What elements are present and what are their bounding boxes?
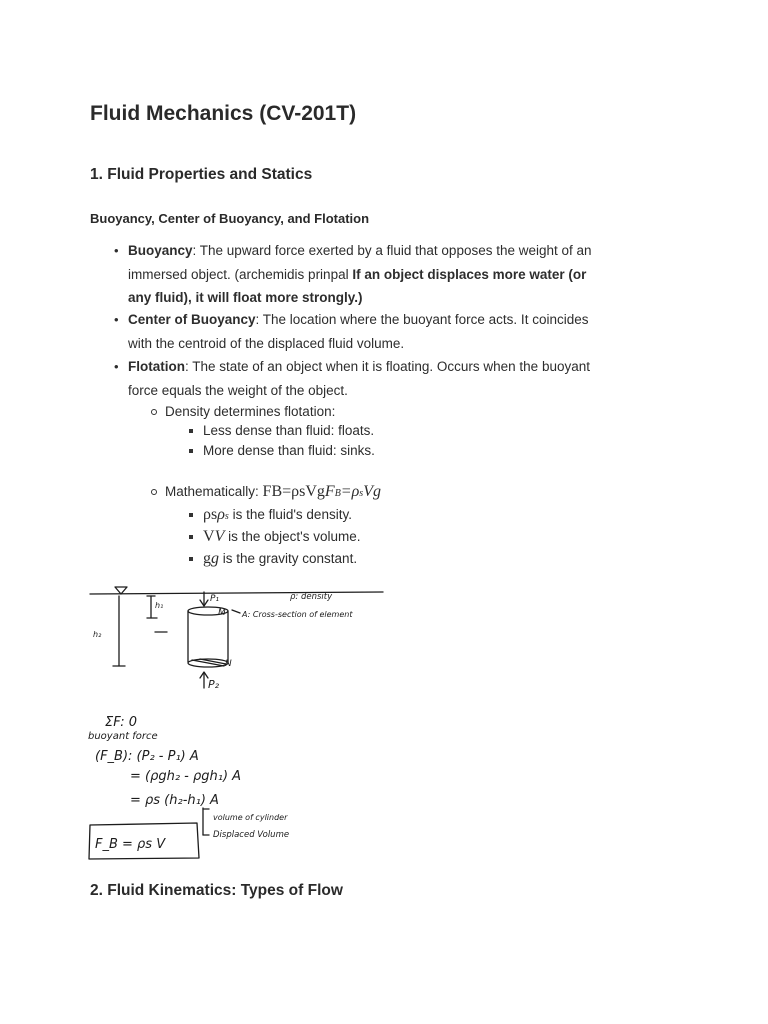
page-title: Fluid Mechanics (CV-201T) bbox=[90, 102, 357, 125]
section-1-heading: 1. Fluid Properties and Statics bbox=[90, 166, 313, 183]
buoyancy-cylinder-sketch bbox=[85, 582, 385, 694]
sketch-label-h1: h₁ bbox=[155, 601, 164, 610]
derivation-line-1: ΣF: 0 bbox=[105, 715, 138, 730]
derivation-line-5: = ρs (h₂-h₁) A bbox=[130, 793, 219, 808]
bullet-text: : The location where the buoyant force acts. It coincides bbox=[255, 312, 589, 327]
sub-bullet-density: Density determines flotation: bbox=[165, 402, 335, 422]
sub-bullet-mathematically bbox=[165, 482, 381, 504]
symbol-desc: is the object's volume. bbox=[224, 529, 361, 544]
bullet-text: force equals the weight of the object. bbox=[128, 382, 348, 398]
sketch-label-density: ρ: density bbox=[290, 592, 333, 602]
bullet-text: : The state of an object when it is floating. Occurs when the buoyant bbox=[185, 359, 590, 374]
symbol-italic: V bbox=[214, 528, 225, 545]
bullet-bold-text: any fluid), it will float more strongly.) bbox=[128, 290, 363, 305]
bullet-text: : The upward force exerted by a fluid that opposes the weight of an bbox=[192, 243, 592, 258]
bullet-text: with the centroid of the displaced fluid volume. bbox=[128, 335, 405, 351]
derivation-line-3: (F_B): (P₂ - P₁) A bbox=[95, 749, 199, 764]
sketch-label-area: A: Cross-section of element bbox=[242, 610, 353, 619]
symbol-desc: is the fluid's density. bbox=[228, 507, 352, 522]
bullet-term: Buoyancy bbox=[128, 243, 193, 258]
symbol-plain: ρs bbox=[203, 506, 218, 523]
bullet-term: Center of Buoyancy bbox=[128, 312, 256, 327]
derivation-line-4: = (ρgh₂ - ρgh₁) A bbox=[130, 769, 242, 784]
sq-bullet-floats: Less dense than fluid: floats. bbox=[203, 421, 374, 441]
math-label: Mathematically: bbox=[165, 484, 263, 499]
section-2-heading: 2. Fluid Kinematics: Types of Flow bbox=[90, 882, 343, 899]
buoyancy-subheading: Buoyancy, Center of Buoyancy, and Flotation bbox=[90, 211, 370, 226]
bracket-note-bottom: Displaced Volume bbox=[213, 830, 290, 840]
bullet-center-of-buoyancy bbox=[128, 308, 648, 355]
buoyancy-derivation-sketch bbox=[85, 708, 355, 863]
formula-plain: FB=ρsVg bbox=[262, 483, 325, 500]
boxed-result: F_B = ρs V bbox=[95, 837, 166, 852]
sketch-label-m: M bbox=[218, 608, 226, 618]
symbol-plain: V bbox=[203, 528, 215, 545]
symbol-desc: is the gravity constant. bbox=[219, 551, 358, 566]
bullet-term: Flotation bbox=[128, 359, 185, 374]
sketch-label-h2: h₂ bbox=[93, 630, 102, 639]
formula-italic: FB=ρsVg bbox=[324, 483, 381, 500]
sq-bullet-density-symbol bbox=[203, 505, 352, 527]
derivation-line-2: buoyant force bbox=[88, 731, 158, 742]
symbol-italic: ρs bbox=[217, 506, 229, 523]
bullet-bold-text: If an object displaces more water (or bbox=[352, 266, 587, 282]
sketch-label-p1: P₁ bbox=[210, 594, 220, 604]
sq-bullet-sinks: More dense than fluid: sinks. bbox=[203, 441, 375, 461]
symbol-italic: g bbox=[211, 550, 219, 567]
sq-bullet-gravity-symbol bbox=[203, 549, 357, 569]
sq-bullet-volume-symbol bbox=[203, 527, 360, 547]
sketch-label-n: N bbox=[225, 659, 232, 669]
bullet-buoyancy bbox=[128, 239, 648, 310]
bracket-note-top: volume of cylinder bbox=[213, 813, 288, 822]
sketch-label-p2: P₂ bbox=[208, 678, 220, 691]
bullet-flotation bbox=[128, 355, 648, 402]
symbol-plain: g bbox=[203, 550, 211, 567]
bullet-text: immersed object. (archemidis prinpal bbox=[128, 266, 353, 282]
